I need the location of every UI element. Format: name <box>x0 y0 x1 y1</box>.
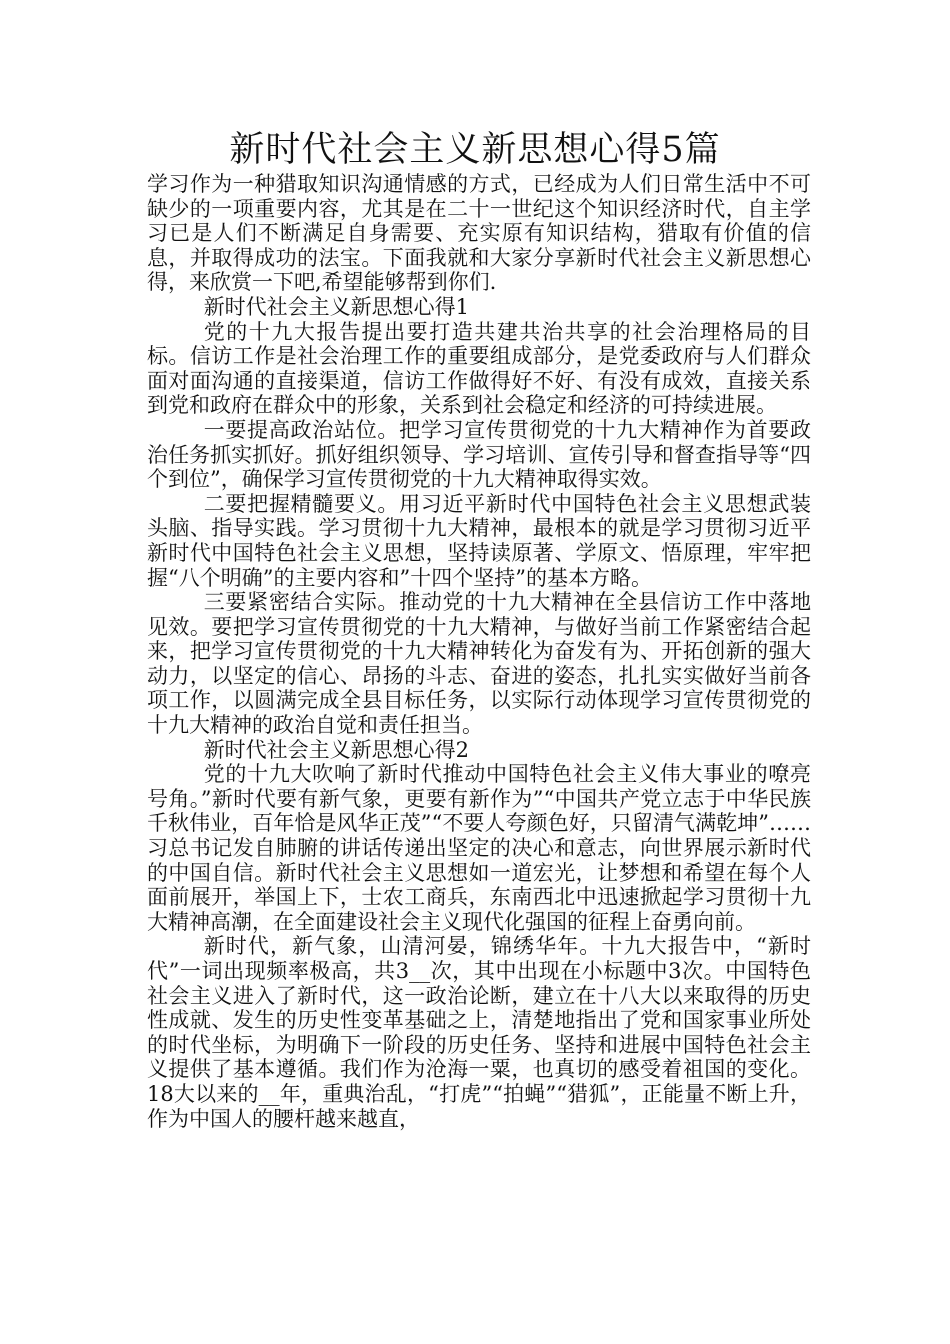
body-paragraph: 党的十九大报告提出要打造共建共治共享的社会治理格局的目标。信访工作是社会治理工作的重要组成部分，是党委政府与人们群众面对面沟通的直接渠道，信访工作做得好不好、有没有成效，直接关系到党和政府在群众中的形象，关系到社会稳定和经济的可持续进展。 <box>147 319 811 418</box>
document-title: 新时代社会主义新思想心得5篇 <box>229 130 721 170</box>
section-heading-1: 新时代社会主义新思想心得1 <box>203 294 470 319</box>
body-paragraph: 党的十九大吹响了新时代推动中国特色社会主义伟大事业的嘹亮号角。”新时代要有新气象，更要有新作为”“中国共产党立志于中华民族千秋伟业，百年恰是风华正茂”“不要人夸颜色好，只留清气满乾坤”……习总书记发自肺腑的讲话传递出坚定的决心和意志，向世界展示新时代的中国自信。新时代社会主义思想如一道宏光，让梦想和希望在每个人面前展开，举国上下，士农工商兵，东南西北中迅速掀起学习贯彻十九大精神高潮，在全面建设社会主义现代化强国的征程上奋勇向前。 <box>147 762 811 934</box>
body-paragraph: 新时代，新气象，山清河晏，锦绣华年。十九大报告中，“新时代”一词出现频率极高，共3__次，其中出现在小标题中3次。中国特色社会主义进入了新时代，这一政治论断，建立在十八大以来取得的历史性成就、发生的历史性变革基础之上，清楚地指出了党和国家事业所处的时代坐标，为明确下一阶段的历史任务、坚持和进展中国特色社会主义提供了基本遵循。我们作为沧海一粟，也真切的感受着祖国的变化。18大以来的__年，重典治乱，“打虎”“拍蝇”“猎狐”，正能量不断上升，作为中国人的腰杆越来越直， <box>147 934 811 1131</box>
body-paragraph: 二要把握精髓要义。用习近平新时代中国特色社会主义思想武装头脑、指导实践。学习贯彻十九大精神，最根本的就是学习贯彻习近平新时代中国特色社会主义思想，坚持读原著、学原文、悟原理，牢牢把握“八个明确”的主要内容和”十四个坚持”的基本方略。 <box>147 491 811 590</box>
document-body <box>147 172 811 1131</box>
intro-paragraph: 学习作为一种猎取知识沟通情感的方式，已经成为人们日常生活中不可缺少的一项重要内容，尤其是在二十一世纪这个知识经济时代，自主学习已是人们不断满足自身需要、充实原有知识结构，猎取有价值的信息，并取得成功的法宝。下面我就和大家分享新时代社会主义新思想心得，来欣赏一下吧,希望能够帮到你们. <box>147 172 811 295</box>
section-heading-2: 新时代社会主义新思想心得2 <box>203 737 470 762</box>
body-paragraph: 一要提高政治站位。把学习宣传贯彻党的十九大精神作为首要政治任务抓实抓好。抓好组织领导、学习培训、宣传引导和督查指导等“四个到位”，确保学习宣传贯彻党的十九大精神取得实效。 <box>147 417 811 492</box>
body-paragraph: 三要紧密结合实际。推动党的十九大精神在全县信访工作中落地见效。要把学习宣传贯彻党的十九大精神，与做好当前工作紧密结合起来，把学习宣传贯彻党的十九大精神转化为奋发有为、开拓创新的强大动力，以坚定的信心、昂扬的斗志、奋进的姿态，扎扎实实做好当前各项工作，以圆满完成全县目标任务，以实际行动体现学习宣传贯彻党的十九大精神的政治自觉和责任担当。 <box>147 590 811 738</box>
